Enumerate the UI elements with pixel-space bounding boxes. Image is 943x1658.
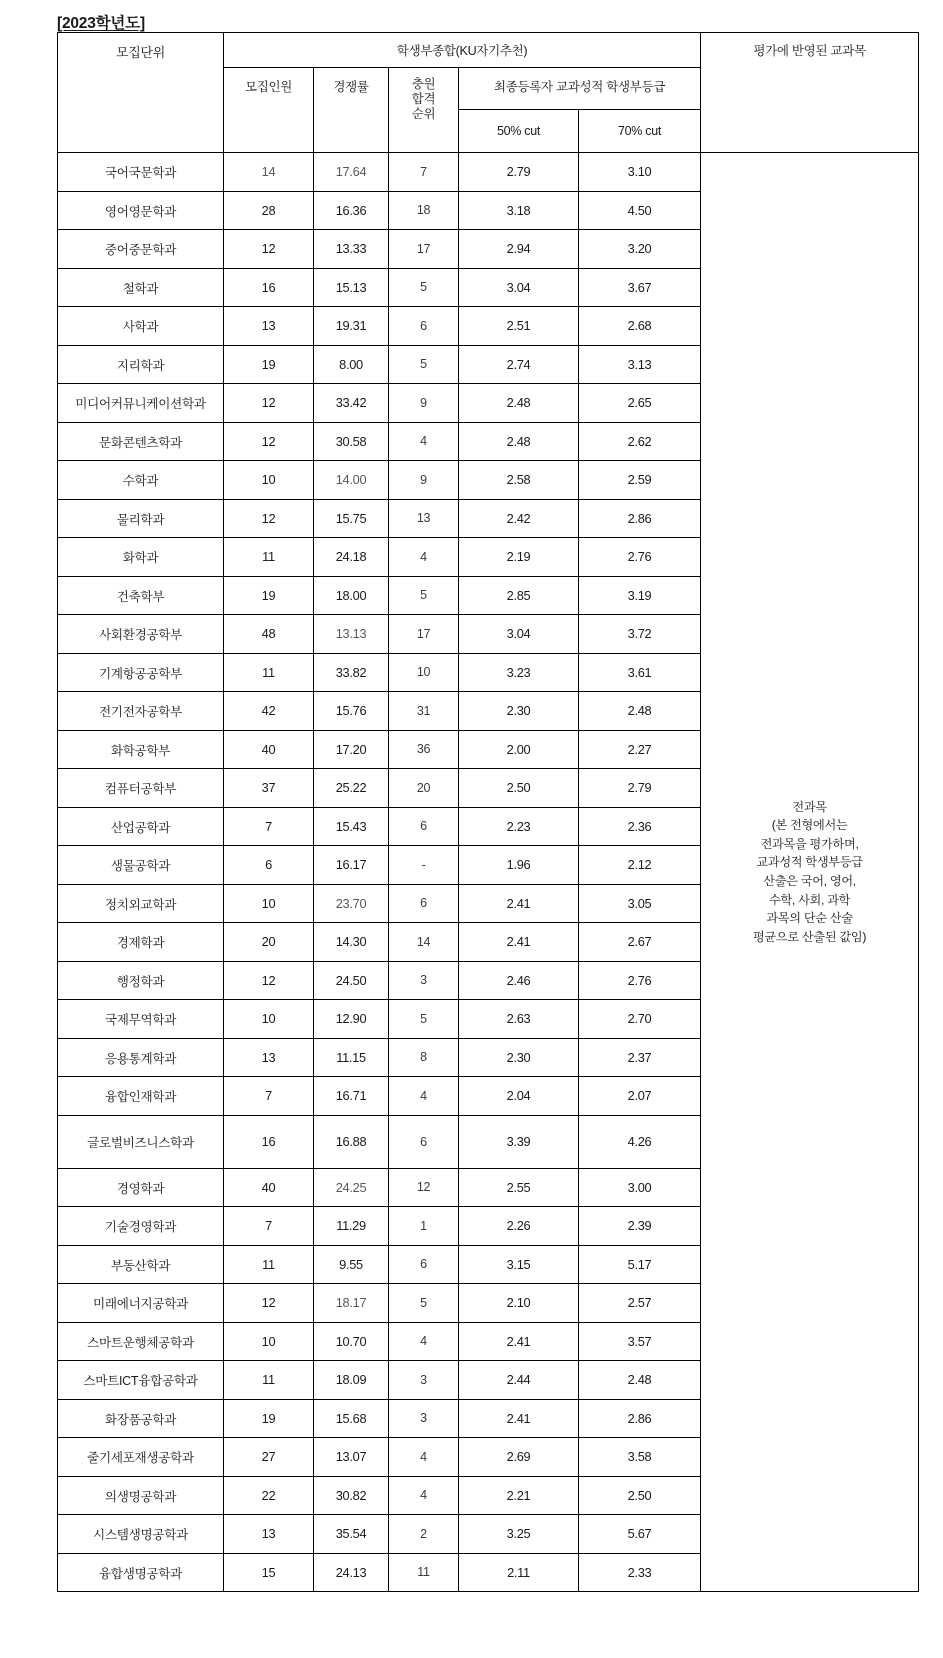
cell-cut70: 2.36: [579, 807, 701, 846]
cell-department: 융합인재학과: [58, 1077, 224, 1116]
cell-waitlist-rank: 4: [389, 1077, 459, 1116]
header-competition: 경쟁률: [314, 68, 389, 153]
cell-department: 컴퓨터공학부: [58, 769, 224, 808]
cell-cut70: 2.68: [579, 307, 701, 346]
cell-cut50: 2.48: [459, 384, 579, 423]
cell-quota: 12: [224, 230, 314, 269]
cell-cut50: 2.42: [459, 499, 579, 538]
cell-department: 물리학과: [58, 499, 224, 538]
cell-competition: 18.00: [314, 576, 389, 615]
cell-cut50: 2.19: [459, 538, 579, 577]
cell-competition: 14.00: [314, 461, 389, 500]
header-waitlist-line-2: 합격: [411, 91, 436, 106]
cell-waitlist-rank: 6: [389, 1115, 459, 1168]
cell-department: 문화콘텐츠학과: [58, 422, 224, 461]
cell-quota: 42: [224, 692, 314, 731]
cell-department: 경제학과: [58, 923, 224, 962]
cell-cut70: 3.61: [579, 653, 701, 692]
cell-cut50: 2.04: [459, 1077, 579, 1116]
cell-cut50: 2.51: [459, 307, 579, 346]
header-waitlist-rank: [389, 68, 459, 153]
cell-cut70: 2.07: [579, 1077, 701, 1116]
header-waitlist-line-3: 순위: [411, 106, 436, 121]
cell-cut50: 2.23: [459, 807, 579, 846]
cell-department: 화학과: [58, 538, 224, 577]
cell-waitlist-rank: 11: [389, 1553, 459, 1592]
cell-quota: 11: [224, 653, 314, 692]
cell-waitlist-rank: 14: [389, 923, 459, 962]
cell-quota: 28: [224, 191, 314, 230]
header-unit: 모집단위: [58, 33, 224, 153]
cell-cut50: 2.55: [459, 1168, 579, 1207]
cell-competition: 17.20: [314, 730, 389, 769]
cell-quota: 11: [224, 538, 314, 577]
cell-competition: 33.82: [314, 653, 389, 692]
cell-waitlist-rank: 1: [389, 1207, 459, 1246]
note-line: 수학, 사회, 과학: [768, 892, 851, 907]
cell-quota: 10: [224, 884, 314, 923]
page-title: [2023학년도]: [57, 15, 145, 32]
cell-cut50: 3.25: [459, 1515, 579, 1554]
header-cut50: 50% cut: [459, 110, 579, 153]
cell-quota: 13: [224, 1038, 314, 1077]
cell-department: 국어국문학과: [58, 153, 224, 192]
cell-waitlist-rank: 3: [389, 1361, 459, 1400]
cell-competition: 8.00: [314, 345, 389, 384]
cell-waitlist-rank: -: [389, 846, 459, 885]
cell-department: 기계항공공학부: [58, 653, 224, 692]
cell-quota: 7: [224, 1207, 314, 1246]
cell-waitlist-rank: 4: [389, 538, 459, 577]
cell-waitlist-rank: 8: [389, 1038, 459, 1077]
cell-cut50: 3.23: [459, 653, 579, 692]
cell-cut70: 2.48: [579, 692, 701, 731]
cell-cut70: 2.33: [579, 1553, 701, 1592]
cell-waitlist-rank: 3: [389, 1399, 459, 1438]
cell-quota: 12: [224, 499, 314, 538]
cell-cut70: 3.00: [579, 1168, 701, 1207]
note-line: 산출은 국어, 영어,: [763, 874, 856, 888]
cell-quota: 12: [224, 422, 314, 461]
header-subject-line-2: 반영된: [791, 44, 828, 58]
cell-department: 수학과: [58, 461, 224, 500]
cell-quota: 16: [224, 268, 314, 307]
cell-cut50: 3.18: [459, 191, 579, 230]
cell-cut50: 2.41: [459, 923, 579, 962]
cell-cut50: 2.00: [459, 730, 579, 769]
cell-department: 의생명공학과: [58, 1476, 224, 1515]
cell-competition: 16.17: [314, 846, 389, 885]
cell-waitlist-rank: 4: [389, 1438, 459, 1477]
cell-competition: 16.36: [314, 191, 389, 230]
cell-competition: 25.22: [314, 769, 389, 808]
cell-cut70: 2.37: [579, 1038, 701, 1077]
header-waitlist-line-1: 충원: [411, 77, 436, 91]
cell-quota: 7: [224, 807, 314, 846]
cell-competition: 18.09: [314, 1361, 389, 1400]
cell-department: 정치외교학과: [58, 884, 224, 923]
cell-quota: 11: [224, 1361, 314, 1400]
cell-cut70: 3.72: [579, 615, 701, 654]
cell-competition: 10.70: [314, 1322, 389, 1361]
cell-cut50: 2.79: [459, 153, 579, 192]
cell-cut70: 3.10: [579, 153, 701, 192]
cell-cut50: 2.30: [459, 692, 579, 731]
evaluated-subjects-note: [701, 153, 919, 1592]
cell-quota: 19: [224, 576, 314, 615]
cell-cut50: 3.04: [459, 615, 579, 654]
cell-department: 전기전자공학부: [58, 692, 224, 731]
cell-competition: 16.88: [314, 1115, 389, 1168]
header-subject: [701, 33, 919, 153]
cell-department: 국제무역학과: [58, 1000, 224, 1039]
cell-quota: 11: [224, 1245, 314, 1284]
cell-competition: 13.13: [314, 615, 389, 654]
cell-cut70: 2.65: [579, 384, 701, 423]
cell-waitlist-rank: 5: [389, 576, 459, 615]
cell-department: 응용통계학과: [58, 1038, 224, 1077]
cell-cut50: 2.50: [459, 769, 579, 808]
cell-department: 글로벌비즈니스학과: [58, 1115, 224, 1168]
cell-waitlist-rank: 5: [389, 1000, 459, 1039]
cell-department: 시스템생명공학과: [58, 1515, 224, 1554]
cell-quota: 15: [224, 1553, 314, 1592]
cell-cut50: 3.39: [459, 1115, 579, 1168]
note-line: (본 전형에서는: [771, 818, 848, 833]
cell-cut50: 3.04: [459, 268, 579, 307]
cell-competition: 24.50: [314, 961, 389, 1000]
cell-quota: 40: [224, 730, 314, 769]
cell-cut50: 2.44: [459, 1361, 579, 1400]
cell-waitlist-rank: 10: [389, 653, 459, 692]
cell-cut70: 3.13: [579, 345, 701, 384]
cell-cut70: 2.86: [579, 1399, 701, 1438]
cell-department: 미디어커뮤니케이션학과: [58, 384, 224, 423]
header-row-1: [58, 33, 919, 68]
header-subject-line-1: 평가에: [753, 44, 789, 58]
cell-cut70: 2.50: [579, 1476, 701, 1515]
cell-waitlist-rank: 9: [389, 384, 459, 423]
cell-department: 기술경영학과: [58, 1207, 224, 1246]
cell-department: 행정학과: [58, 961, 224, 1000]
cell-quota: 13: [224, 1515, 314, 1554]
header-final-grade: 최종등록자 교과성적 학생부등급: [459, 68, 701, 110]
header-subject-line-3: 교과목: [830, 44, 866, 58]
cell-cut70: 5.67: [579, 1515, 701, 1554]
cell-cut70: 4.50: [579, 191, 701, 230]
cell-quota: 10: [224, 1322, 314, 1361]
note-line: 과목의 단순 산술: [766, 911, 853, 926]
cell-cut50: 2.94: [459, 230, 579, 269]
header-quota: 모집인원: [224, 68, 314, 153]
header-scheme: 학생부종합(KU자기추천): [224, 33, 701, 68]
cell-competition: 15.76: [314, 692, 389, 731]
cell-competition: 12.90: [314, 1000, 389, 1039]
cell-cut70: 2.76: [579, 961, 701, 1000]
cell-department: 건축학부: [58, 576, 224, 615]
cell-department: 중어중문학과: [58, 230, 224, 269]
cell-quota: 6: [224, 846, 314, 885]
cell-competition: 15.75: [314, 499, 389, 538]
cell-department: 영어영문학과: [58, 191, 224, 230]
cell-waitlist-rank: 9: [389, 461, 459, 500]
header-cut70: 70% cut: [579, 110, 701, 153]
cell-cut70: 2.70: [579, 1000, 701, 1039]
cell-waitlist-rank: 18: [389, 191, 459, 230]
cell-cut70: 2.62: [579, 422, 701, 461]
cell-competition: 30.82: [314, 1476, 389, 1515]
cell-waitlist-rank: 31: [389, 692, 459, 731]
cell-cut50: 1.96: [459, 846, 579, 885]
cell-competition: 24.13: [314, 1553, 389, 1592]
cell-department: 사회환경공학부: [58, 615, 224, 654]
cell-quota: 13: [224, 307, 314, 346]
cell-waitlist-rank: 3: [389, 961, 459, 1000]
cell-department: 철학과: [58, 268, 224, 307]
cell-competition: 14.30: [314, 923, 389, 962]
table-body: [58, 153, 919, 1592]
cell-department: 사학과: [58, 307, 224, 346]
cell-cut70: 2.12: [579, 846, 701, 885]
cell-cut70: 2.57: [579, 1284, 701, 1323]
cell-quota: 12: [224, 384, 314, 423]
cell-competition: 15.68: [314, 1399, 389, 1438]
cell-cut70: 5.17: [579, 1245, 701, 1284]
cell-waitlist-rank: 5: [389, 1284, 459, 1323]
cell-waitlist-rank: 6: [389, 807, 459, 846]
cell-waitlist-rank: 2: [389, 1515, 459, 1554]
cell-waitlist-rank: 12: [389, 1168, 459, 1207]
cell-cut50: 2.21: [459, 1476, 579, 1515]
cell-waitlist-rank: 4: [389, 422, 459, 461]
cell-cut70: 2.79: [579, 769, 701, 808]
cell-cut50: 2.10: [459, 1284, 579, 1323]
cell-competition: 11.29: [314, 1207, 389, 1246]
cell-waitlist-rank: 13: [389, 499, 459, 538]
cell-department: 줄기세포재생공학과: [58, 1438, 224, 1477]
cell-competition: 17.64: [314, 153, 389, 192]
cell-waitlist-rank: 36: [389, 730, 459, 769]
cell-department: 스마트ICT융합공학과: [58, 1361, 224, 1400]
cell-quota: 48: [224, 615, 314, 654]
cell-competition: 19.31: [314, 307, 389, 346]
cell-competition: 24.18: [314, 538, 389, 577]
cell-cut50: 2.48: [459, 422, 579, 461]
cell-cut50: 2.63: [459, 1000, 579, 1039]
cell-cut70: 2.27: [579, 730, 701, 769]
cell-cut70: 3.57: [579, 1322, 701, 1361]
cell-department: 지리학과: [58, 345, 224, 384]
cell-cut70: 2.67: [579, 923, 701, 962]
cell-waitlist-rank: 20: [389, 769, 459, 808]
cell-waitlist-rank: 6: [389, 884, 459, 923]
cell-cut50: 3.15: [459, 1245, 579, 1284]
cell-cut50: 2.11: [459, 1553, 579, 1592]
cell-quota: 12: [224, 961, 314, 1000]
cell-cut50: 2.85: [459, 576, 579, 615]
cell-department: 융합생명공학과: [58, 1553, 224, 1592]
cell-quota: 20: [224, 923, 314, 962]
cell-cut70: 2.86: [579, 499, 701, 538]
cell-competition: 11.15: [314, 1038, 389, 1077]
cell-competition: 13.07: [314, 1438, 389, 1477]
cell-department: 경영학과: [58, 1168, 224, 1207]
cell-department: 생물공학과: [58, 846, 224, 885]
cell-competition: 23.70: [314, 884, 389, 923]
cell-competition: 16.71: [314, 1077, 389, 1116]
cell-competition: 33.42: [314, 384, 389, 423]
cell-quota: 37: [224, 769, 314, 808]
cell-cut50: 2.30: [459, 1038, 579, 1077]
cell-competition: 15.13: [314, 268, 389, 307]
cell-cut70: 2.76: [579, 538, 701, 577]
cell-waitlist-rank: 5: [389, 268, 459, 307]
cell-quota: 10: [224, 461, 314, 500]
cell-cut70: 2.48: [579, 1361, 701, 1400]
cell-waitlist-rank: 7: [389, 153, 459, 192]
cell-quota: 16: [224, 1115, 314, 1168]
cell-cut70: 3.19: [579, 576, 701, 615]
cell-cut70: 3.58: [579, 1438, 701, 1477]
table-header: [58, 33, 919, 153]
cell-cut70: 3.20: [579, 230, 701, 269]
cell-competition: 24.25: [314, 1168, 389, 1207]
cell-competition: 9.55: [314, 1245, 389, 1284]
note-line: 교과성적 학생부등급: [756, 855, 863, 870]
cell-department: 화학공학부: [58, 730, 224, 769]
cell-cut70: 2.39: [579, 1207, 701, 1246]
cell-cut50: 2.69: [459, 1438, 579, 1477]
cell-competition: 18.17: [314, 1284, 389, 1323]
cell-cut50: 2.58: [459, 461, 579, 500]
note-line: 전과목: [792, 799, 827, 814]
cell-quota: 19: [224, 345, 314, 384]
cell-competition: 35.54: [314, 1515, 389, 1554]
cell-waitlist-rank: 6: [389, 307, 459, 346]
cell-quota: 19: [224, 1399, 314, 1438]
cell-cut50: 2.74: [459, 345, 579, 384]
cell-competition: 13.33: [314, 230, 389, 269]
cell-competition: 30.58: [314, 422, 389, 461]
cell-quota: 10: [224, 1000, 314, 1039]
cell-waitlist-rank: 4: [389, 1476, 459, 1515]
cell-cut50: 2.41: [459, 1399, 579, 1438]
cell-quota: 27: [224, 1438, 314, 1477]
cell-department: 부동산학과: [58, 1245, 224, 1284]
admissions-table: [57, 32, 919, 1592]
cell-cut50: 2.41: [459, 1322, 579, 1361]
cell-quota: 14: [224, 153, 314, 192]
cell-quota: 12: [224, 1284, 314, 1323]
cell-department: 산업공학과: [58, 807, 224, 846]
cell-cut50: 2.26: [459, 1207, 579, 1246]
cell-competition: 15.43: [314, 807, 389, 846]
cell-cut70: 3.67: [579, 268, 701, 307]
note-line: 전과목을 평가하며,: [760, 836, 859, 851]
cell-waitlist-rank: 5: [389, 345, 459, 384]
cell-waitlist-rank: 17: [389, 230, 459, 269]
cell-waitlist-rank: 6: [389, 1245, 459, 1284]
cell-quota: 22: [224, 1476, 314, 1515]
cell-department: 화장품공학과: [58, 1399, 224, 1438]
cell-waitlist-rank: 17: [389, 615, 459, 654]
cell-waitlist-rank: 4: [389, 1322, 459, 1361]
note-line: 평균으로 산출된 값임): [752, 929, 867, 944]
cell-cut70: 4.26: [579, 1115, 701, 1168]
cell-quota: 40: [224, 1168, 314, 1207]
table-row: [58, 153, 919, 192]
cell-cut50: 2.41: [459, 884, 579, 923]
cell-quota: 7: [224, 1077, 314, 1116]
cell-cut70: 2.59: [579, 461, 701, 500]
cell-cut50: 2.46: [459, 961, 579, 1000]
cell-cut70: 3.05: [579, 884, 701, 923]
cell-department: 미래에너지공학과: [58, 1284, 224, 1323]
cell-department: 스마트운행체공학과: [58, 1322, 224, 1361]
